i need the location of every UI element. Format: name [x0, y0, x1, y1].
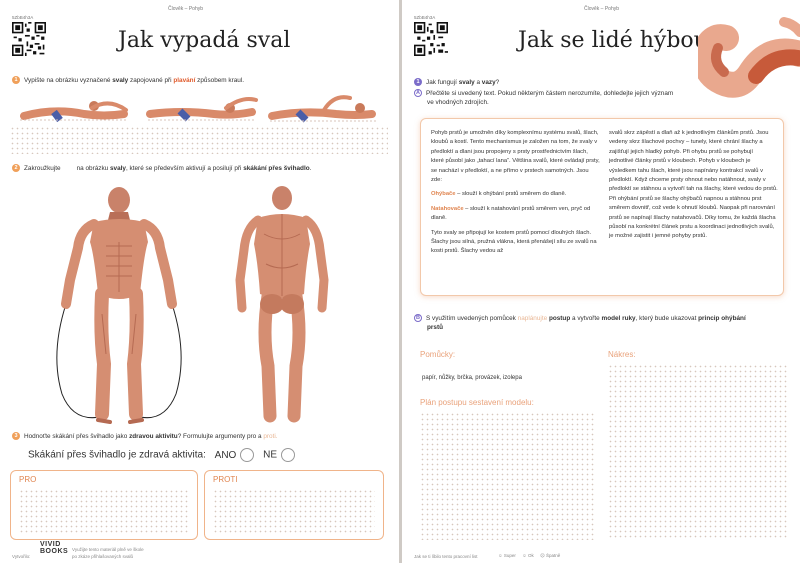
writing-area-dots	[213, 489, 375, 535]
definition-flexors	[431, 190, 601, 199]
task-text: naplánujte	[517, 315, 548, 322]
task-2	[12, 164, 311, 173]
feedback-options	[498, 553, 560, 559]
sketch-area-dots[interactable]	[608, 364, 788, 540]
task-1	[12, 76, 244, 85]
tools-list: papír, nůžky, brčka, provázek, izolepa	[422, 375, 522, 381]
task-text: Jak fungují	[426, 79, 459, 86]
writing-area-dots	[10, 126, 388, 154]
smile-icon[interactable]: ☺	[498, 553, 503, 558]
term: Natahovače	[431, 205, 464, 212]
task-keyword: prstů	[427, 324, 443, 331]
qr-code-label: 5ZbB4h3A	[414, 15, 436, 20]
writing-area-dots	[19, 489, 189, 535]
footer-note: Využijte tento materiál plně ve škole	[72, 547, 144, 552]
qr-code-icon[interactable]	[12, 22, 46, 56]
right-page	[402, 0, 800, 563]
frown-icon[interactable]: ☹	[540, 553, 545, 558]
sketch-label: Nákres:	[608, 350, 636, 359]
task-number: 3	[12, 432, 20, 440]
plan-label: Plán postupu sestavení modelu:	[420, 398, 534, 407]
logo-line: VIVID	[40, 541, 61, 548]
task-keyword: plavání	[173, 77, 196, 84]
task-text: a	[474, 79, 482, 86]
task-a-line2: ve vhodných zdrojích.	[427, 99, 489, 106]
task-3	[12, 432, 278, 441]
no-label: NE	[263, 449, 278, 461]
neutral-icon[interactable]: ☺	[522, 553, 527, 558]
proti-label: PROTI	[213, 475, 238, 484]
pro-label: PRO	[19, 475, 37, 484]
task-number: 2	[12, 164, 20, 172]
task-1	[414, 78, 499, 87]
paragraph: svalů skrz zápěstí a dlaň až k jednotlivým článkům prstů. Jsou vedeny skrz šlachové pochvy – tunely, které chrání šlachy a zajišťují jejich hladký pohyb. Při ohybu prstů se pohybují jednotlivé články prstů v kloubech. Pohyb v kloubech je výsledkem tahu šlach, které jsou napínány kontrakcí svalů v předloktí. Když chceme prsty ohnout nebo natáhnout, svaly v předloktí se stáhnou a vytvoří tah na šlachy, které vedou do prstů. Při ohýbání prstů se šlachy ohýbačů napnou a stáhnou prst směrem dovnitř, což vede k ohnutí kloubů. Naopak při narovnání prstů se napínají šlachy natahovačů. Díky tomu, že každá šlacha působí na konkrétní článek prstu a koordinaci jednotlivých svalů, je možné zajistit i jemné pohyby prstů.	[609, 130, 778, 240]
breadcrumb: Člověk – Pohyb	[168, 6, 204, 12]
yes-no-question	[28, 448, 301, 462]
task-text: S využitím uvedených pomůcek	[426, 315, 518, 322]
page-title: Jak vypadá sval	[118, 28, 291, 53]
task-keyword: zdravou aktivitu	[129, 433, 178, 440]
task-text: Hodnoťte skákání přes švihadlo jako	[24, 433, 130, 440]
pro-answer-box[interactable]	[10, 470, 198, 540]
task-text: a vytvořte	[570, 315, 602, 322]
footer-note-2: po zkáze přihlašovaných svalů	[72, 554, 134, 559]
task-keyword: model ruky	[601, 315, 636, 322]
task-letter: A	[414, 89, 422, 97]
task-text: ? Formulujte argumenty pro a	[177, 433, 264, 440]
task-text: , který bude ukazovat	[635, 315, 699, 322]
page-title: Jak se lidé hýbou	[518, 28, 708, 53]
task-text: zapojované při	[128, 77, 174, 84]
paragraph: Pohyb prstů je umožněn díky komplexnímu systému svalů, šlach, kloubů a kostí. Tento mechanismus je založen na tom, že svaly v předloktí a dlani jsou propojeny s prsty prostřednictvím šlach, které působí jako „tahací lana“. Většina svalů, které ovládají prsty, se nachází v předloktí, a ne přímo v prstech samotných. Jsou zde:	[431, 130, 600, 184]
task-text: , které se především aktivují a posilují při	[125, 165, 244, 172]
task-keyword: vazy	[481, 79, 496, 86]
feedback-option: Špatně	[546, 553, 561, 558]
task-b	[414, 314, 746, 323]
task-keyword: postup	[548, 315, 571, 322]
breadcrumb: Člověk – Pohyb	[584, 6, 620, 12]
definition: – slouží k natahování prstů směrem ven, pryč od dlaně.	[431, 205, 591, 222]
feedback-prompt: Jak se ti líbilo tento pracovní list	[414, 554, 478, 559]
vivid-books-logo	[40, 541, 68, 555]
yes-label: ANO	[214, 449, 237, 461]
definition: – slouží k ohýbání prstů směrem do dlaně.	[455, 191, 567, 198]
task-b-line2	[427, 323, 443, 332]
task-text: Přečtěte si uvedený text. Pokud některým částem nerozumíte, dohledejte jejich význam	[426, 90, 674, 97]
task-text: způsobem kraul.	[195, 77, 245, 84]
task-keyword: svaly	[109, 165, 126, 172]
task-number: 1	[414, 78, 422, 86]
task-text: Zakroužkujte	[24, 165, 61, 172]
task-keyword: svaly	[458, 79, 475, 86]
proti-answer-box[interactable]	[204, 470, 384, 540]
feedback-option: Super	[503, 553, 516, 558]
footer-made-by: Vytvořilo:	[12, 554, 31, 559]
paragraph: Tyto svaly se připojují ke kostem prstů pomocí dlouhých šlach. Šlachy jsou silná, pružná vlákna, která přenášejí sílu ze svalů na kosti prstů. Šlachy vedou až	[431, 229, 597, 255]
muscle-figure-back[interactable]	[232, 184, 332, 430]
task-text: proti.	[263, 433, 278, 440]
qr-code-label: 5ZbB4h3A	[12, 15, 34, 20]
task-text: ?	[495, 79, 500, 86]
task-number: 1	[12, 76, 20, 84]
flexed-arm-illustration	[698, 14, 800, 114]
term: Ohýbače	[431, 191, 456, 198]
no-option-circle[interactable]	[281, 448, 295, 462]
task-text: .	[309, 165, 312, 172]
left-page	[0, 0, 399, 563]
task-keyword: princip ohýbání	[698, 315, 746, 322]
task-text: na obrázku	[74, 165, 110, 172]
question-text: Skákání přes švihadlo je zdravá aktivita:	[28, 449, 206, 461]
text-column-2	[609, 129, 779, 247]
task-keyword: svaly	[112, 77, 129, 84]
task-keyword: skákání přes švihadlo	[243, 165, 310, 172]
plan-area-dots[interactable]	[420, 412, 596, 540]
definition-extensors	[431, 205, 601, 224]
yes-option-circle[interactable]	[240, 448, 254, 462]
logo-line: BOOKS	[40, 548, 69, 555]
task-letter: B	[414, 314, 422, 322]
text-column-1	[431, 129, 601, 262]
muscle-figure-front[interactable]	[44, 184, 194, 430]
reading-text-box	[420, 118, 784, 296]
feedback-option: Ok	[528, 553, 534, 558]
task-text: Vypište na obrázku vyznačené	[24, 77, 113, 84]
qr-code-icon[interactable]	[414, 22, 448, 56]
task-a	[414, 89, 673, 98]
tools-label: Pomůcky:	[420, 350, 456, 359]
